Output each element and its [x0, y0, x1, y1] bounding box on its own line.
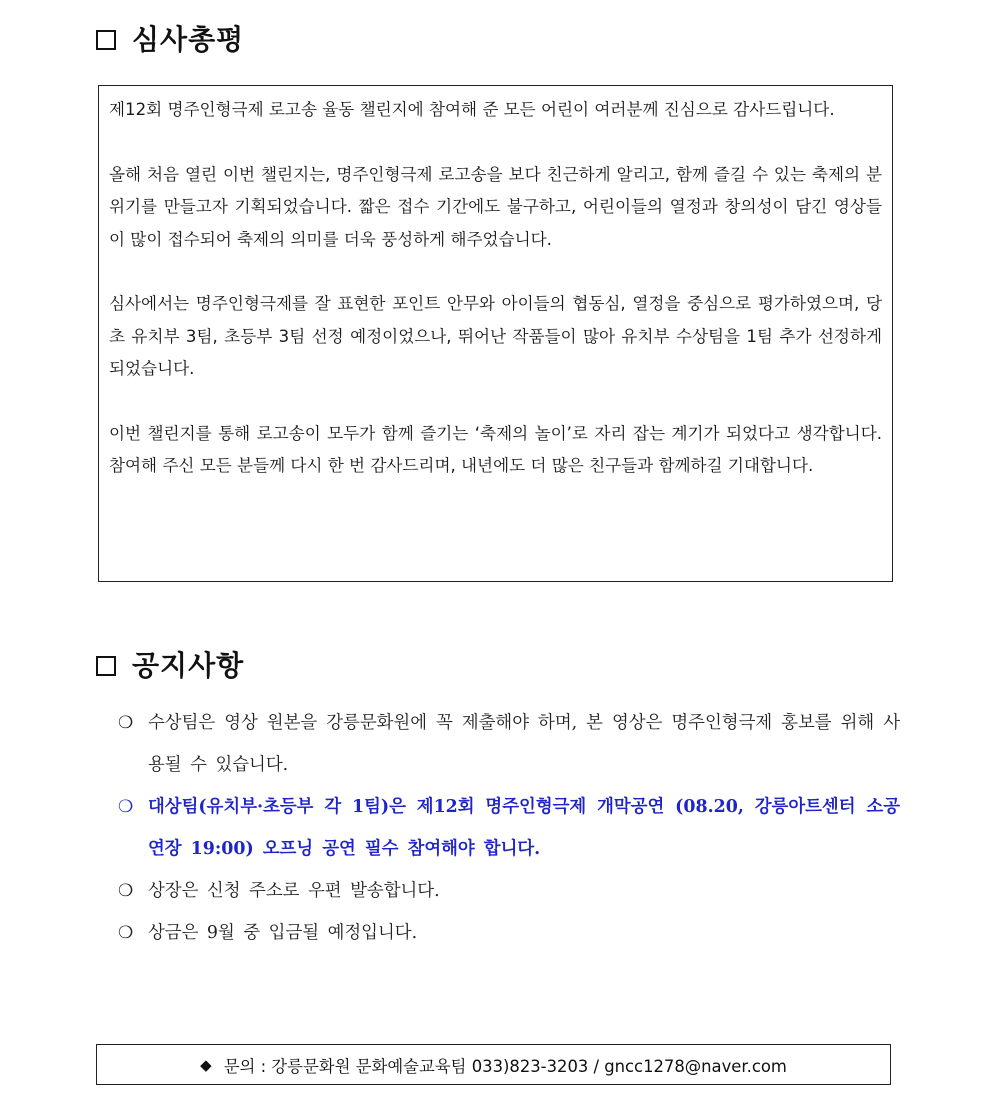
notice-heading-text: 공지사항 — [132, 649, 245, 682]
notice-item — [118, 870, 900, 912]
notice-item-text: 상금은 9월 중 입금될 예정입니다. — [148, 923, 418, 943]
notice-item-highlighted — [118, 786, 900, 870]
contact-box — [96, 1044, 891, 1085]
notice-item-text: 대상팀(유치부·초등부 각 1팀)은 제12회 명주인형극제 개막공연 (08.20, 강릉아트센터 소공연장 19:00) 오프닝 공연 필수 참여해야 합니다. — [148, 797, 900, 859]
review-heading-text: 심사총평 — [132, 23, 245, 56]
notice-list — [118, 702, 900, 954]
circle-bullet-icon: ❍ — [118, 923, 134, 943]
circle-bullet-icon: ❍ — [118, 797, 134, 817]
notice-heading — [96, 648, 244, 684]
checkbox-square-icon — [96, 656, 116, 676]
circle-bullet-icon: ❍ — [118, 713, 134, 733]
review-paragraph: 올해 처음 열린 이번 챌린지는, 명주인형극제 로고송을 보다 친근하게 알리고, 함께 즐길 수 있는 축제의 분위기를 만들고자 기획되었습니다. 짧은 접수 기간에도 불구하고, 어린이들의 열정과 창의성이 담긴 영상들이 많이 접수되어 축제의 의미를 더욱 풍성하게 해주었습니다. — [109, 164, 882, 249]
notice-item-text: 상장은 신청 주소로 우편 발송합니다. — [148, 881, 440, 901]
diamond-bullet-icon: ◆ — [200, 1055, 212, 1074]
review-paragraph: 제12회 명주인형극제 로고송 율동 챌린지에 참여해 준 모든 어린이 여러분께 진심으로 감사드립니다. — [109, 100, 835, 119]
notice-item-text: 수상팀은 영상 원본을 강릉문화원에 꼭 제출해야 하며, 본 영상은 명주인형극제 홍보를 위해 사용될 수 있습니다. — [148, 713, 900, 775]
notice-item — [118, 702, 900, 786]
circle-bullet-icon: ❍ — [118, 881, 134, 901]
checkbox-square-icon — [96, 30, 116, 50]
review-summary-box — [98, 85, 893, 582]
contact-text: 문의 : 강릉문화원 문화예술교육팀 033)823-3203 / gncc1278@naver.com — [223, 1056, 787, 1076]
review-paragraph: 이번 챌린지를 통해 로고송이 모두가 함께 즐기는 ‘축제의 놀이’로 자리 잡는 계기가 되었다고 생각합니다. 참여해 주신 모든 분들께 다시 한 번 감사드리며, 내년에도 더 많은 친구들과 함께하길 기대합니다. — [109, 423, 882, 475]
notice-item — [118, 912, 900, 954]
review-paragraph: 심사에서는 명주인형극제를 잘 표현한 포인트 안무와 아이들의 협동심, 열정을 중심으로 평가하였으며, 당초 유치부 3팀, 초등부 3팀 선정 예정이었으나, 뛰어난 작품들이 많아 유치부 수상팀을 1팀 추가 선정하게 되었습니다. — [109, 294, 882, 378]
review-heading — [96, 22, 244, 58]
